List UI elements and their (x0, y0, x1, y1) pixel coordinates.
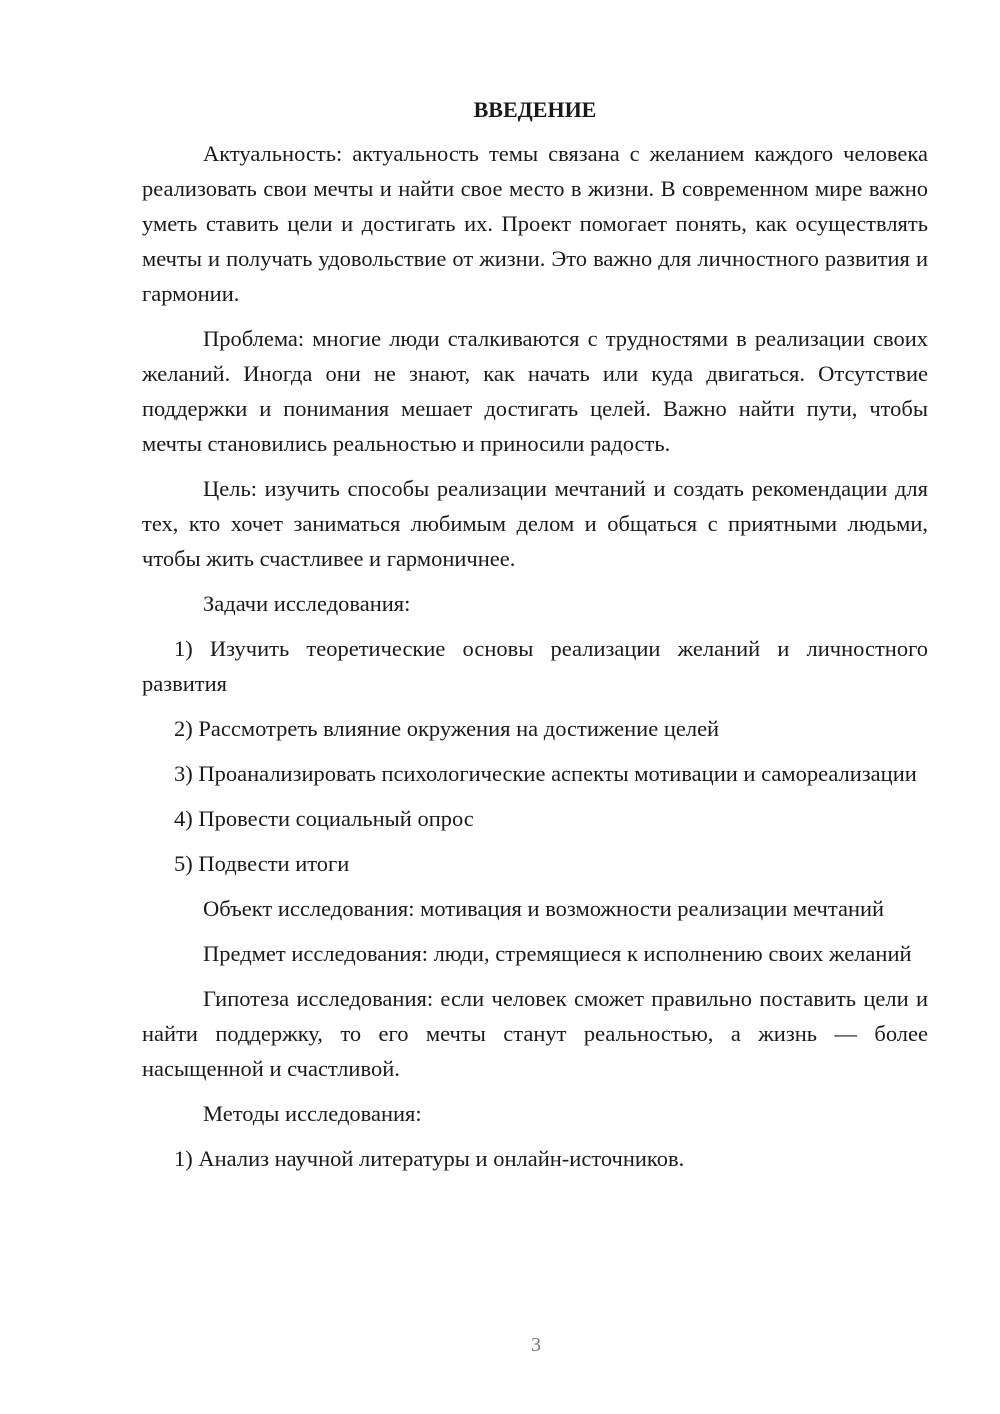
task-item-3: 3) Проанализировать психологические аспекты мотивации и самореализации (174, 761, 917, 786)
task-item-2: 2) Рассмотреть влияние окружения на достижение целей (174, 716, 720, 741)
problem-paragraph: Проблема: многие люди сталкиваются с трудностями в реализации своих желаний. Иногда они не знают, как начать или куда двигаться. Отсутствие поддержки и понимания мешает достигать целей. Важно найти пути, чтобы мечты становились реальностью и приносили радость. (142, 326, 928, 456)
goal-paragraph: Цель: изучить способы реализации мечтаний и создать рекомендации для тех, кто хочет заниматься любимым делом и общаться с приятными людьми, чтобы жить счастливее и гармоничнее. (142, 476, 928, 571)
task-item-1: 1) Изучить теоретические основы реализации желаний и личностного развития (142, 636, 928, 696)
subject-paragraph: Предмет исследования: люди, стремящиеся к исполнению своих желаний (203, 941, 912, 966)
object-paragraph: Объект исследования: мотивация и возможности реализации мечтаний (203, 896, 885, 921)
task-item-4: 4) Провести социальный опрос (174, 806, 474, 831)
relevance-paragraph: Актуальность: актуальность темы связана с желанием каждого человека реализовать свои мечты и найти свое место в жизни. В современном мире важно уметь ставить цели и достигать их. Проект помогает понять, как осуществлять мечты и получать удовольствие от жизни. Это важно для личностного развития и гармонии. (142, 141, 928, 306)
task-item-5: 5) Подвести итоги (174, 851, 350, 876)
hypothesis-paragraph: Гипотеза исследования: если человек сможет правильно поставить цели и найти поддержку, то его мечты станут реальностью, а жизнь — более насыщенной и счастливой. (142, 986, 928, 1081)
page-content (142, 94, 928, 1186)
method-item-1: 1) Анализ научной литературы и онлайн-источников. (174, 1146, 685, 1171)
methods-title: Методы исследования: (203, 1101, 422, 1126)
section-heading: ВВЕДЕНИЕ (473, 97, 597, 122)
tasks-title: Задачи исследования: (203, 591, 411, 616)
page-number: 3 (531, 1334, 541, 1356)
